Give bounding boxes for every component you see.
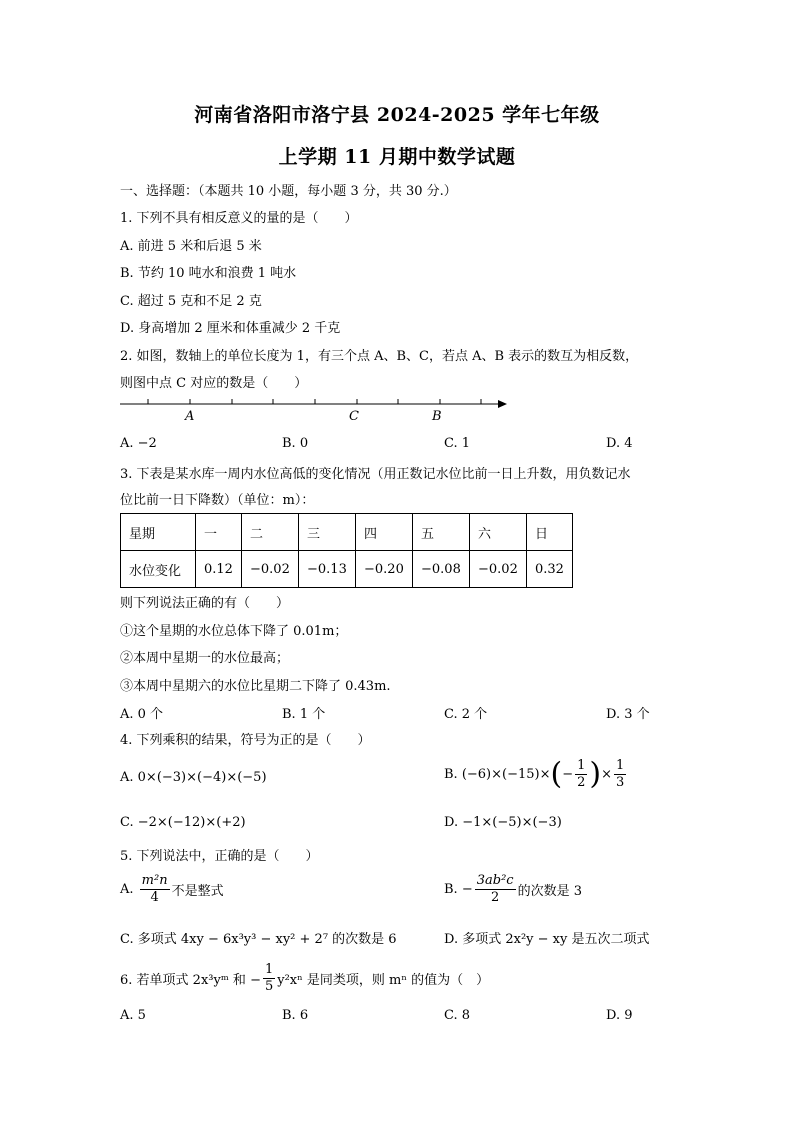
q6-fraction xyxy=(263,962,275,995)
fraction-numerator: 3ab²c xyxy=(476,873,514,888)
q5-option-b xyxy=(444,873,582,906)
section-heading: 一、选择题：（本题共 10 小题，每小题 3 分，共 30 分.） xyxy=(120,184,457,199)
minus-sign: − xyxy=(562,767,574,782)
fraction-numerator: 1 xyxy=(264,962,274,977)
table-cell: −0.20 xyxy=(356,551,413,588)
q6-stem-post: y²xⁿ 是同类项，则 mⁿ 的值为（ ） xyxy=(277,973,490,988)
table-cell: 五 xyxy=(413,514,470,551)
q6-option-b: B. 6 xyxy=(282,1008,309,1023)
point-b-label: B xyxy=(432,409,442,424)
title-line1: 河南省洛阳市洛宁县 2024-2025 学年七年级 xyxy=(194,104,600,126)
q4-b-times: × xyxy=(601,767,613,782)
fraction-denominator: 5 xyxy=(264,979,274,994)
table-cell: −0.08 xyxy=(413,551,470,588)
fraction-numerator: m²n xyxy=(141,873,168,888)
table-cell: 日 xyxy=(527,514,573,551)
q6-stem-pre: 6. 若单项式 2x³yᵐ 和 − xyxy=(120,973,261,988)
q5-option-a xyxy=(120,873,224,906)
q6-option-d: D. 9 xyxy=(606,1008,633,1023)
q5-stem: 5. 下列说法中，正确的是（ ） xyxy=(120,849,319,864)
water-level-table xyxy=(120,513,573,588)
point-c-label: C xyxy=(349,409,359,424)
fraction-denominator: 2 xyxy=(491,890,500,905)
q4-option-a: A. 0×(−3)×(−4)×(−5) xyxy=(120,770,267,785)
minus-sign: − xyxy=(461,882,473,897)
q1-option-b: B. 节约 10 吨水和浪费 1 吨水 xyxy=(120,266,297,281)
q3-statement-1: ①这个星期的水位总体下降了 0.01m； xyxy=(120,624,348,639)
q6-stem xyxy=(120,962,489,995)
q5-option-c: C. 多项式 4xy − 6x³y³ − xy² + 2⁷ 的次数是 6 xyxy=(120,932,397,947)
table-cell: −0.02 xyxy=(242,551,299,588)
q1-option-d: D. 身高增加 2 厘米和体重减少 2 千克 xyxy=(120,321,341,336)
number-line-arrow xyxy=(498,400,507,408)
q2-stem-2: 则图中点 C 对应的数是（ ） xyxy=(120,376,308,391)
q2-option-b: B. 0 xyxy=(282,436,309,451)
q4-b-fraction-2 xyxy=(614,758,626,791)
q2-stem-1: 2. 如图，数轴上的单位长度为 1，有三个点 A、B、C，若点 A、B 表示的数互为相反数， xyxy=(120,349,639,364)
fraction-numerator: 1 xyxy=(616,758,625,773)
q3-statement-2: ②本周中星期一的水位最高； xyxy=(120,651,290,666)
q1-option-a: A. 前进 5 米和后退 5 米 xyxy=(120,239,262,254)
paren-right: ) xyxy=(589,756,602,792)
q3-option-c: C. 2 个 xyxy=(444,707,488,722)
q5-b-label: B. xyxy=(444,882,458,897)
table-header-row xyxy=(121,514,573,551)
q3-option-d: D. 3 个 xyxy=(606,707,650,722)
q2-option-a: A. −2 xyxy=(120,436,157,451)
fraction-denominator: 2 xyxy=(577,775,586,790)
table-cell: 四 xyxy=(356,514,413,551)
point-a-label: A xyxy=(185,409,195,424)
q5-a-text: 不是整式 xyxy=(171,884,224,899)
fraction-denominator: 4 xyxy=(150,890,159,905)
q3-stem-2: 位比前一日下降数）（单位：m）： xyxy=(120,493,315,508)
q6-option-c: C. 8 xyxy=(444,1008,471,1023)
q5-a-label: A. xyxy=(120,882,134,897)
table-cell: 0.32 xyxy=(527,551,573,588)
table-cell: 一 xyxy=(196,514,242,551)
q5-option-d: D. 多项式 2x²y − xy 是五次二项式 xyxy=(444,932,650,947)
q3-stem-1: 3. 下表是某水库一周内水位高低的变化情况（用正数记水位比前一日上升数，用负数记水 xyxy=(120,467,631,482)
table-cell: 0.12 xyxy=(196,551,242,588)
q4-option-c: C. −2×(−12)×(+2) xyxy=(120,815,246,830)
table-cell: −0.13 xyxy=(299,551,356,588)
q3-option-b: B. 1 个 xyxy=(282,707,326,722)
q4-b-prefix: B. (−6)×(−15)× xyxy=(444,767,551,782)
q4-stem: 4. 下列乘积的结果，符号为正的是（ ） xyxy=(120,733,371,748)
q5-b-text: 的次数是 3 xyxy=(517,884,582,899)
table-cell: −0.02 xyxy=(470,551,527,588)
table-row xyxy=(121,551,573,588)
fraction-numerator: 1 xyxy=(577,758,586,773)
number-line-figure xyxy=(118,392,518,426)
q6-option-a: A. 5 xyxy=(120,1008,146,1023)
table-cell: 二 xyxy=(242,514,299,551)
q4-option-b xyxy=(444,758,628,791)
number-line-ticks xyxy=(148,399,481,404)
q5-a-fraction xyxy=(140,873,170,906)
q1-option-c: C. 超过 5 克和不足 2 克 xyxy=(120,294,262,309)
table-cell: 星期 xyxy=(121,514,196,551)
q3-option-a: A. 0 个 xyxy=(120,707,164,722)
paren-left: ( xyxy=(550,756,563,792)
q4-b-fraction xyxy=(575,758,587,791)
q2-option-c: C. 1 xyxy=(444,436,471,451)
q1-stem: 1. 下列不具有相反意义的量的是（ ） xyxy=(120,211,358,226)
q4-option-d: D. −1×(−5)×(−3) xyxy=(444,815,562,830)
q2-option-d: D. 4 xyxy=(606,436,633,451)
q5-b-fraction xyxy=(475,873,516,906)
table-cell: 三 xyxy=(299,514,356,551)
table-cell: 六 xyxy=(470,514,527,551)
fraction-denominator: 3 xyxy=(616,775,625,790)
q3-statement-3: ③本周中星期六的水位比星期二下降了 0.43m. xyxy=(120,679,391,694)
title-line2: 上学期 11 月期中数学试题 xyxy=(278,146,516,168)
q3-after: 则下列说法正确的有（ ） xyxy=(120,596,290,611)
table-cell: 水位变化 xyxy=(121,551,196,588)
